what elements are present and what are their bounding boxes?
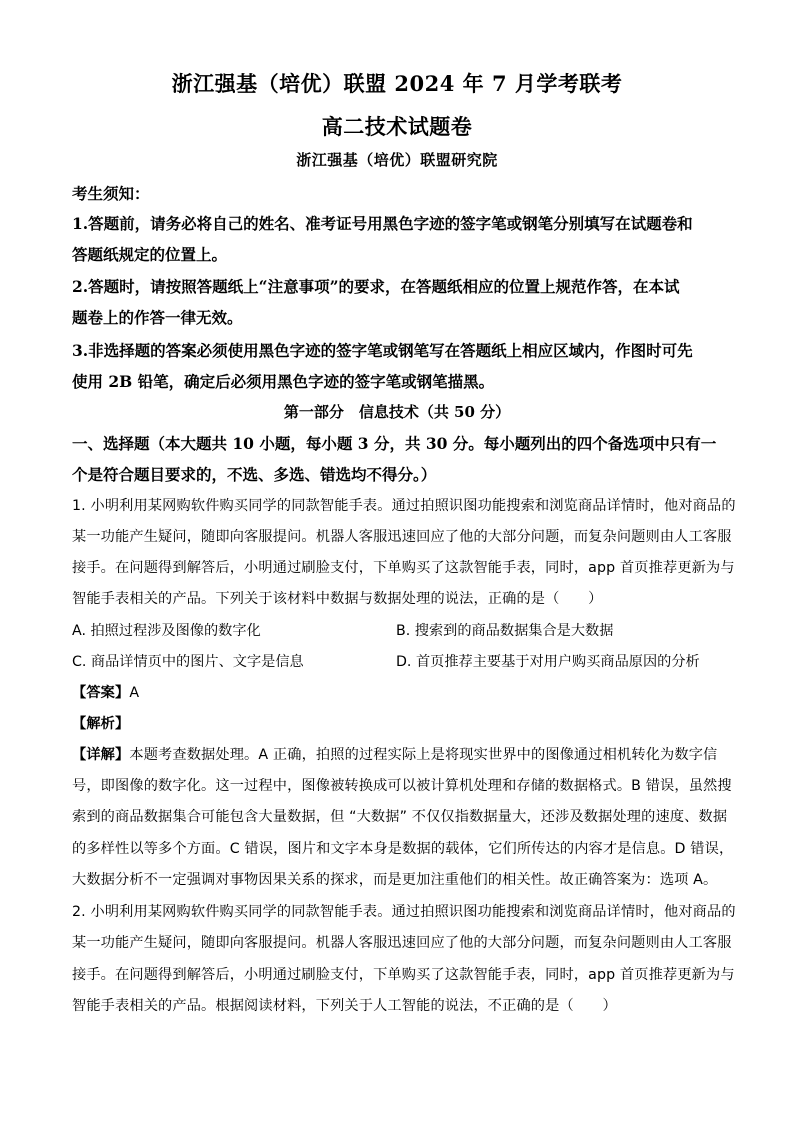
question-1-line: 某一功能产生疑问，随即向客服提问。机器人客服迅速回应了他的大部分问题，而复杂问题则由人工客服 (72, 529, 732, 545)
institute-name: 浙江强基（培优）联盟研究院 (296, 151, 498, 169)
question-2-line: 2. 小明利用某网购软件购买同学的同款智能手表。通过拍照识图功能搜索和浏览商品详情时，他对商品的 (72, 904, 736, 920)
instruction-line: 3.非选择题的答案必须使用黑色字迹的签字笔或钢笔写在答题纸上相应区域内，作图时可先 (72, 341, 693, 360)
detail-tag: 【详解】 (72, 747, 130, 763)
answer-value: A (129, 685, 140, 701)
instruction-line: 使用 2B 铅笔，确定后必须用黑色字迹的签字笔或钢笔描黑。 (72, 372, 495, 391)
question-2-line: 接手。在问题得到解答后，小明通过刷脸支付，下单购买了这款智能手表，同时，app 首页推荐更新为与 (72, 967, 735, 983)
answer-line (72, 682, 724, 702)
exam-title: 浙江强基（培优）联盟 2024 年 7 月学考联考 (171, 71, 623, 96)
instruction-line: 题卷上的作答一律无效。 (72, 308, 243, 327)
question-1-line: 接手。在问题得到解答后，小明通过刷脸支付，下单购买了这款智能手表，同时，app 首页推荐更新为与 (72, 560, 735, 576)
question-1-option-a: A. 拍照过程涉及图像的数字化 (72, 623, 261, 639)
question-2-line: 智能手表相关的产品。根据阅读材料，下列关于人工智能的说法，不正确的是（ ） (72, 998, 617, 1014)
detail-text: 本题考查数据处理。A 正确，拍照的过程实际上是将现实世界中的图像通过相机转化为数字信 (129, 747, 718, 763)
exam-subtitle: 高二技术试题卷 (321, 114, 473, 139)
instruction-line: 1.答题前，请务必将自己的姓名、准考证号用黑色字迹的签字笔或钢笔分别填写在试题卷和 (72, 214, 693, 233)
question-1-line: 智能手表相关的产品。下列关于该材料中数据与数据处理的说法，正确的是（ ） (72, 591, 603, 607)
detail-line: 的多样性以等多个方面。C 错误，图片和文字本身是数据的载体，它们所传达的内容才是信息。D 错误， (72, 841, 734, 857)
question-1-line: 1. 小明利用某网购软件购买同学的同款智能手表。通过拍照识图功能搜索和浏览商品详情时，他对商品的 (72, 498, 736, 514)
answer-tag: 【答案】 (72, 685, 130, 701)
analysis-line (72, 713, 724, 733)
instruction-line: 2.答题时，请按照答题纸上“注意事项”的要求，在答题纸相应的位置上规范作答，在本试 (72, 277, 680, 296)
section-heading-line: 个是符合题目要求的，不选、多选、错选均不得分。） (72, 465, 437, 484)
question-1-option-d: D. 首页推荐主要基于对用户购买商品原因的分析 (396, 654, 700, 670)
section-heading-line: 一、选择题（本大题共 10 小题，每小题 3 分，共 30 分。每小题列出的四个备选项中只有一 (72, 434, 717, 453)
detail-line: 号，即图像的数字化。这一过程中，图像被转换成可以被计算机处理和存储的数据格式。B 错误，虽然搜 (72, 778, 732, 794)
instructions-heading: 考生须知： (72, 184, 150, 203)
analysis-tag: 【解析】 (72, 716, 130, 732)
question-1-option-b: B. 搜索到的商品数据集合是大数据 (396, 623, 614, 639)
detail-line: 索到的商品数据集合可能包含大量数据，但 “大数据” 不仅仅指数据量大，还涉及数据处理的速度、数据 (72, 809, 728, 825)
question-2-line: 某一功能产生疑问，随即向客服提问。机器人客服迅速回应了他的大部分问题，而复杂问题则由人工客服 (72, 935, 732, 951)
instruction-line: 答题纸规定的位置上。 (72, 245, 228, 264)
section-title: 第一部分 信息技术（共 50 分） (283, 403, 511, 421)
detail-line: 大数据分析不一定强调对事物因果关系的探求，而是更加注重他们的相关性。故正确答案为：选项 A。 (72, 872, 718, 888)
detail-line (72, 744, 724, 764)
question-1-option-c: C. 商品详情页中的图片、文字是信息 (72, 654, 304, 670)
